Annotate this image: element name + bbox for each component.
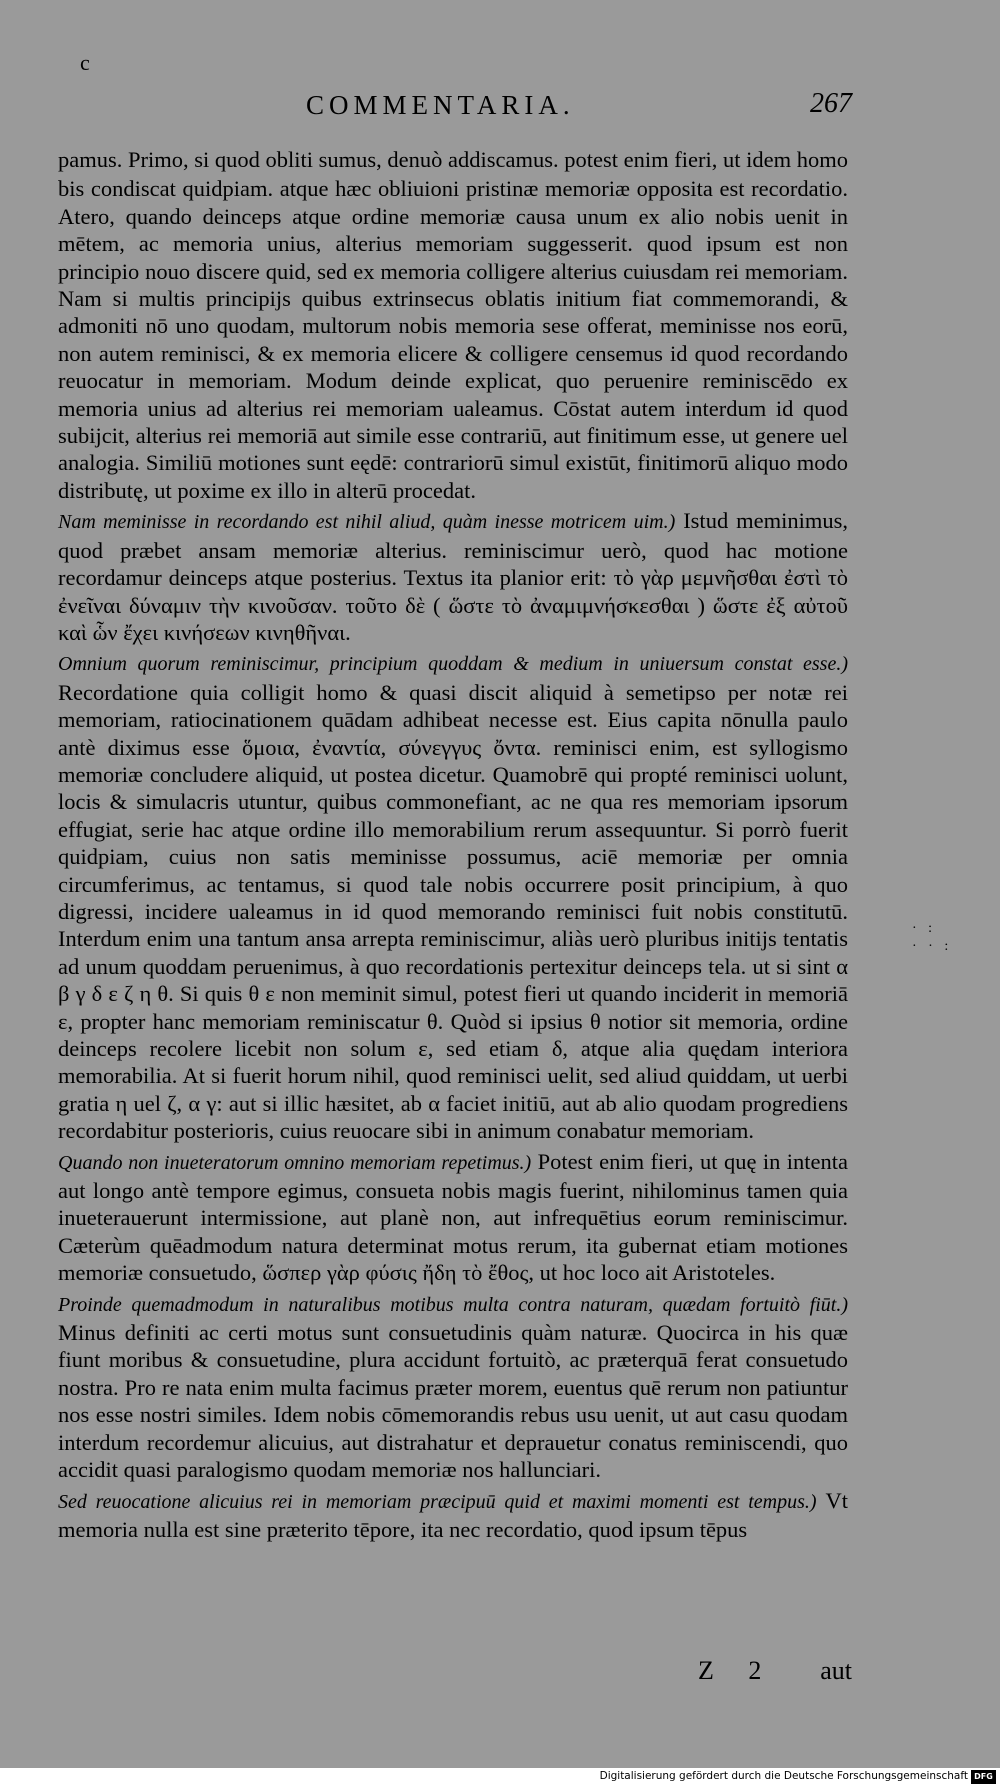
lemma: Proinde quemadmodum in naturalibus motibus multa contra naturam, quædam fortuitò fiūt.)	[58, 1293, 848, 1316]
margin-specks: · : · · :	[912, 921, 953, 954]
lemma: Sed reuocatione alicuius rei in memoriam præcipuū quid et maximi momenti est tempus.)	[58, 1490, 817, 1513]
page-number: 267	[810, 88, 852, 119]
paragraph	[58, 1148, 848, 1287]
running-title: COMMENTARIA.	[306, 90, 575, 120]
corner-mark: c	[80, 50, 90, 75]
lemma: Omnium quorum reminiscimur, principium quoddam & medium in uniuersum constat esse.)	[58, 653, 848, 676]
paragraph-text: Minus definiti ac certi motus sunt consuetudinis quàm naturæ. Quocirca in his quæ fiunt moribus & consuetudine, plura accidunt fortuitò, ac præterquā ferat consuetudo nostra. Pro re nata enim multa facimus præter morem, euentus quē rerum non patiuntur nos esse nostri similes. Idem nobis cōmemorandis rebus usu uenit, ut aut casu quodam interdum recordemur alicuius, aut distrahatur et deprauetur conatus reminiscendi, quo accidit quasi paralogismo quodam memoriæ nos hallunciari.	[58, 1320, 848, 1483]
paragraph	[58, 649, 848, 1144]
paragraph	[58, 507, 848, 646]
paragraph-text: Vt memoria nulla est sine præterito tēpore, ita nec recordatio, quod ipsum tēpus	[58, 1487, 848, 1542]
page-body	[58, 146, 848, 1543]
page-header	[62, 88, 852, 134]
page-footer	[62, 1656, 852, 1690]
credit-text: Digitalisierung gefördert durch die Deutsche Forschungsgemeinschaft	[599, 1770, 968, 1782]
signature-mark: Z 2	[698, 1656, 776, 1685]
lemma: Nam meminisse in recordando est nihil aliud, quàm inesse motricem uim.)	[58, 511, 676, 534]
credit-strip	[0, 1768, 1000, 1787]
paragraph-text: Recordatione quia colligit homo & quasi discit aliquid à semetipso per notæ rei memoriam, ratiocinationem quādam adhibeat necesse est. Eius capita nōnulla paulo antè diximus esse ὅμοια, ἐναντία, σύνεγγυς ὄντα. reminisci enim, est syllogismo memoriæ concludere aliquid, ut postea dicetur. Quamobrē qui propté reminisci uolunt, locis & simulacris utuntur, quibus commonefiant, ac ne qua res memoriam ipsorum effugiat, serie hac atque ordine illo memorabilium rerum assequuntur. Si porrò fuerit quidpiam, cuius non satis meminisse possumus, aciē memoriæ per omnia circumferimus, ac tentamus, si quod tale nobis occurrere posit principium, à quo digressi, incidere ualeamus in id quod memorando reminisci fuit nobis constitutū. Interdum enim una tantum ansa arrepta reminiscimur, aliàs uerò pluribus initijs tentatis ad unum quoddam peruenimus, à quo recordationis pertexitur deinceps tela. ut si sint α β γ δ ε ζ η θ. Si quis θ ε non meminit simul, potest fieri ut quando inciderit in memoriā ε, propter hanc memoriam reminiscatur θ. Quòd si ipsius θ notior sit memoria, ordine deinceps recolere licebit non solum ε, sed etiam δ, atque alia quędam interiora memorabilia. At si fuerit horum nihil, quod reminisci uelit, sed aliud quiddam, ut uerbi gratia η uel ζ, α γ: aut si illic hæsitet, ab α faciet initiū, aut ab alio quodam progrediens recordabitur posterioris, cuius reuocare sibi in animum conabatur memoriam.	[58, 679, 848, 1144]
paragraph-text: Istud meminimus, quod præbet ansam memoriæ alterius. reminiscimur uerò, quod hac motione recordamur deinceps atque posterius. Textus ita planior erit: τὸ γὰρ μεμνῆσθαι ἐστὶ τὸ ἐνεῖναι δύναμιν τὴν κινοῦσαν. τοῦτο δὲ ( ὥστε τὸ ἀναμιμνήσκεσθαι ) ὥστε ἐξ αὐτοῦ καὶ ὧν ἔχει κινήσεων κινηθῆναι.	[58, 508, 849, 645]
paragraph	[58, 1290, 848, 1484]
lemma: Quando non inueteratorum omnino memoriam repetimus.)	[58, 1151, 532, 1174]
paragraph-text: Potest enim fieri, ut quę in intenta aut longo antè tempore egimus, consueta nobis magis fuerint, nihilominus tamen quia inueterauerunt intermissione, aut planè non, aut infrequētius eorum reminiscimur. Cæterùm quēadmodum natura determinat motus rerum, ita gubernat etiam motiones memoriæ consuetudo, ὥσπερ γὰρ φύσις ἤδη τὸ ἔθος, ut hoc loco ait Aristoteles.	[58, 1148, 849, 1286]
catchword: aut	[820, 1656, 852, 1685]
dfg-logo: DFG	[971, 1770, 996, 1784]
paragraph	[58, 146, 848, 504]
paragraph	[58, 1487, 848, 1544]
paragraph-text: pamus. Primo, si quod obliti sumus, denuò addiscamus. potest enim fieri, ut idem homo bis condiscat quidpiam. atque hæc obliuioni pristinæ memoriæ opposita est recordatio. Atero, quando deinceps atque ordine memoriæ causa unum ex alio nobis uenit in mētem, ac memoria unius, alterius memoriam suggesserit. quod ipsum est non principio nouo discere quid, sed ex memoria colligere alterius cuiusdam rei memoriam. Nam si multis principijs quibus extrinsecus oblatis initium fiat commemorandi, & admoniti nō uno quodam, multorum nobis memoria sese offerat, meminisse nos eorū, non autem reminisci, & ex memoria elicere & colligere censemus id quod recordando reuocatur in memoriam. Modum deinde explicat, quo peruenire reminiscēdo ex memoria unius ad alterius rei memoriam ualeamus. Cōstat autem interdum id quod subijcit, alterius rei memoriā aut simile esse contrariū, aut finitimum esse, ut genere uel analogia. Similiū motiones sunt eędē: contrariorū simul existūt, finitimorū aliquo modo distributę, ut poxime ex illo in alterū procedat.	[58, 147, 848, 503]
